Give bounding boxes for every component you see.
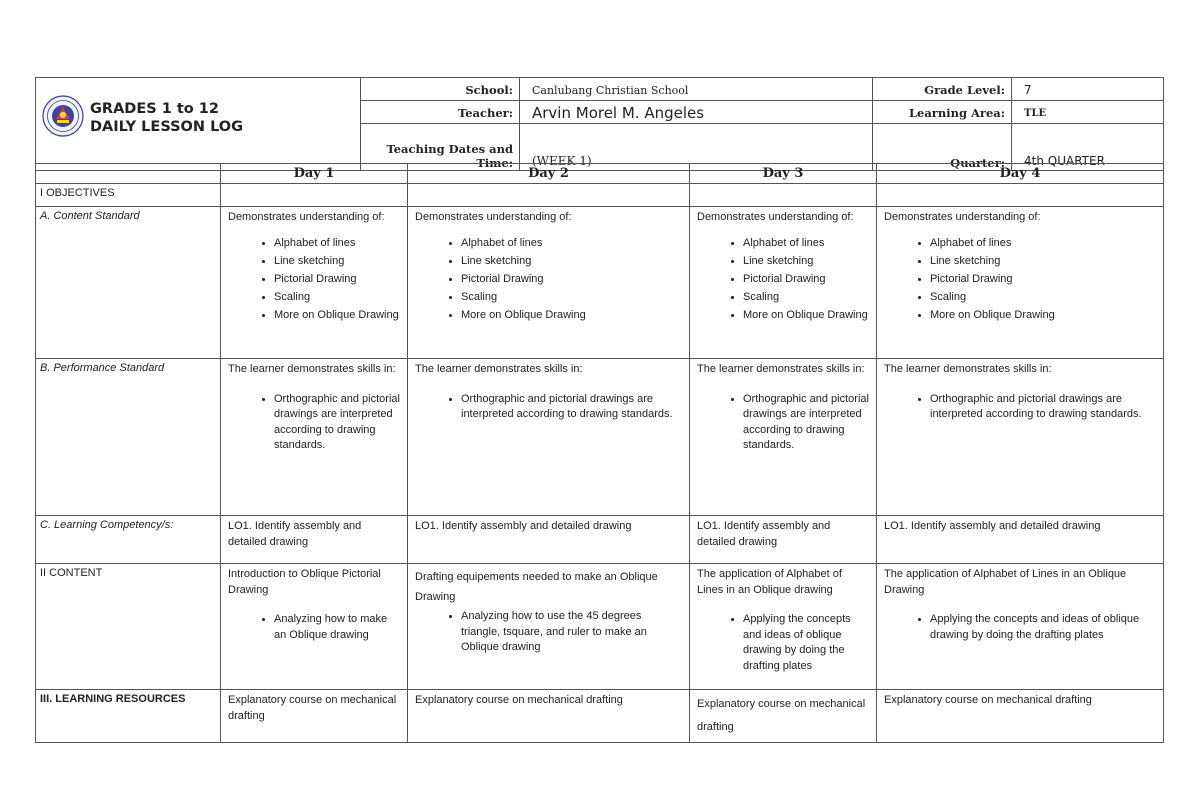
performance-standard-row (36, 359, 1164, 516)
day-header-row (36, 164, 1164, 184)
content-row (36, 564, 1164, 690)
learning-competency-row (36, 516, 1164, 564)
performance-standard-day2 (408, 359, 690, 516)
learning-resources-day1: Explanatory course on mechanical drafting (221, 690, 408, 743)
content-day4 (877, 564, 1164, 690)
list-item: • Alphabet of lines (274, 234, 401, 252)
log-title (90, 100, 243, 136)
content-standard-row (36, 207, 1164, 359)
list-item: • Pictorial Drawing (743, 270, 870, 288)
content-intro: Drafting equipements needed to make an Oblique Drawing (415, 571, 658, 603)
learning-resources-day2: Explanatory course on mechanical drafting (408, 690, 690, 743)
objectives-row (36, 184, 1164, 207)
list-item: • Scaling (743, 288, 870, 306)
list-item: • More on Oblique Drawing (930, 306, 1157, 324)
list-item: • Pictorial Drawing (461, 270, 683, 288)
list-item: • Line sketching (743, 252, 870, 270)
list-item: • More on Oblique Drawing (274, 306, 401, 324)
learning-competency-day3: LO1. Identify assembly and detailed drawing (690, 516, 877, 564)
quarter-label: Quarter: (873, 124, 1012, 171)
teacher-label: Teacher: (361, 101, 520, 124)
log-title-line2: DAILY LESSON LOG (90, 119, 244, 135)
corner-cell (36, 164, 221, 184)
list-item: • Scaling (930, 288, 1157, 306)
objectives-day3 (690, 184, 877, 207)
list-item: • Orthographic and pictorial drawings are interpreted according to drawing standards. (930, 392, 1157, 423)
content-intro: Introduction to Oblique Pictorial Drawing (228, 568, 381, 596)
content-standard-day2 (408, 207, 690, 359)
header-table (35, 77, 1164, 171)
list-item: • Pictorial Drawing (930, 270, 1157, 288)
logo-cell (36, 78, 361, 171)
objectives-day1 (221, 184, 408, 207)
content-standard-intro: Demonstrates understanding of: (697, 211, 854, 223)
list-item: • Line sketching (274, 252, 401, 270)
teaching-dates-label-line1: Teaching Dates and (386, 142, 513, 156)
performance-standard-intro: The learner demonstrates skills in: (228, 363, 396, 375)
performance-standard-label: B. Performance Standard (36, 359, 221, 516)
day-1-header: Day 1 (221, 164, 408, 184)
lesson-log-table (35, 163, 1164, 743)
content-standard-intro: Demonstrates understanding of: (415, 211, 572, 223)
learning-competency-day4: LO1. Identify assembly and detailed drawing (877, 516, 1164, 564)
list-item: • Analyzing how to make an Oblique drawing (274, 612, 401, 643)
learning-resources-day3: Explanatory course on mechanical drafting (690, 690, 877, 743)
content-day1 (221, 564, 408, 690)
performance-standard-day1 (221, 359, 408, 516)
list-item: • Scaling (461, 288, 683, 306)
list-item: • Orthographic and pictorial drawings are interpreted according to drawing standards. (274, 392, 401, 454)
list-item: • Line sketching (930, 252, 1157, 270)
list-item: • Orthographic and pictorial drawings are interpreted according to drawing standards. (743, 392, 870, 454)
list-item: • Alphabet of lines (930, 234, 1157, 252)
content-standard-intro: Demonstrates understanding of: (884, 211, 1041, 223)
grade-level-label: Grade Level: (873, 78, 1012, 101)
school-label: School: (361, 78, 520, 101)
list-item: • Analyzing how to use the 45 degrees triangle, tsquare, and ruler to make an Oblique drawing (461, 609, 683, 656)
list-item: • Scaling (274, 288, 401, 306)
objectives-day4 (877, 184, 1164, 207)
day-4-header: Day 4 (877, 164, 1164, 184)
performance-standard-intro: The learner demonstrates skills in: (884, 363, 1052, 375)
grade-level-value: 7 (1012, 78, 1164, 101)
learning-competency-label: C. Learning Competency/s: (36, 516, 221, 564)
performance-standard-intro: The learner demonstrates skills in: (697, 363, 865, 375)
content-standard-day3 (690, 207, 877, 359)
list-item: • Alphabet of lines (743, 234, 870, 252)
teaching-dates-label-line2: Time: (476, 156, 513, 170)
content-standard-day1 (221, 207, 408, 359)
objectives-label: I OBJECTIVES (36, 184, 221, 207)
list-item: • Pictorial Drawing (274, 270, 401, 288)
teaching-dates-value: (WEEK 1) (520, 124, 873, 171)
log-title-line1: GRADES 1 to 12 (90, 101, 219, 117)
objectives-day2 (408, 184, 690, 207)
learning-resources-day4: Explanatory course on mechanical drafting (877, 690, 1164, 743)
list-item: • Applying the concepts and ideas of oblique drawing by doing the drafting plates (743, 612, 870, 674)
list-item: • More on Oblique Drawing (461, 306, 683, 324)
list-item: • Line sketching (461, 252, 683, 270)
day-2-header: Day 2 (408, 164, 690, 184)
content-label: II CONTENT (36, 564, 221, 690)
content-intro: The application of Alphabet of Lines in an Oblique Drawing (884, 568, 1127, 596)
learning-competency-day2: LO1. Identify assembly and detailed drawing (408, 516, 690, 564)
learning-competency-day1: LO1. Identify assembly and detailed drawing (221, 516, 408, 564)
content-intro: The application of Alphabet of Lines in an Oblique drawing (697, 568, 842, 596)
school-value: Canlubang Christian School (520, 78, 873, 101)
list-item: • More on Oblique Drawing (743, 306, 870, 324)
deped-seal-icon (42, 95, 84, 137)
list-item: • Orthographic and pictorial drawings are interpreted according to drawing standards. (461, 392, 683, 423)
content-standard-day4 (877, 207, 1164, 359)
learning-resources-label: III. LEARNING RESOURCES (36, 690, 221, 743)
content-standard-label: A. Content Standard (36, 207, 221, 359)
performance-standard-intro: The learner demonstrates skills in: (415, 363, 583, 375)
learning-resources-row (36, 690, 1164, 743)
teacher-value: Arvin Morel M. Angeles (520, 101, 873, 124)
learning-area-value: TLE (1012, 101, 1164, 124)
day-3-header: Day 3 (690, 164, 877, 184)
quarter-value: 4th QUARTER (1012, 124, 1164, 171)
learning-area-label: Learning Area: (873, 101, 1012, 124)
performance-standard-day4 (877, 359, 1164, 516)
list-item: • Applying the concepts and ideas of oblique drawing by doing the drafting plates (930, 612, 1157, 643)
content-day3 (690, 564, 877, 690)
list-item: • Alphabet of lines (461, 234, 683, 252)
content-standard-intro: Demonstrates understanding of: (228, 211, 385, 223)
content-day2 (408, 564, 690, 690)
performance-standard-day3 (690, 359, 877, 516)
